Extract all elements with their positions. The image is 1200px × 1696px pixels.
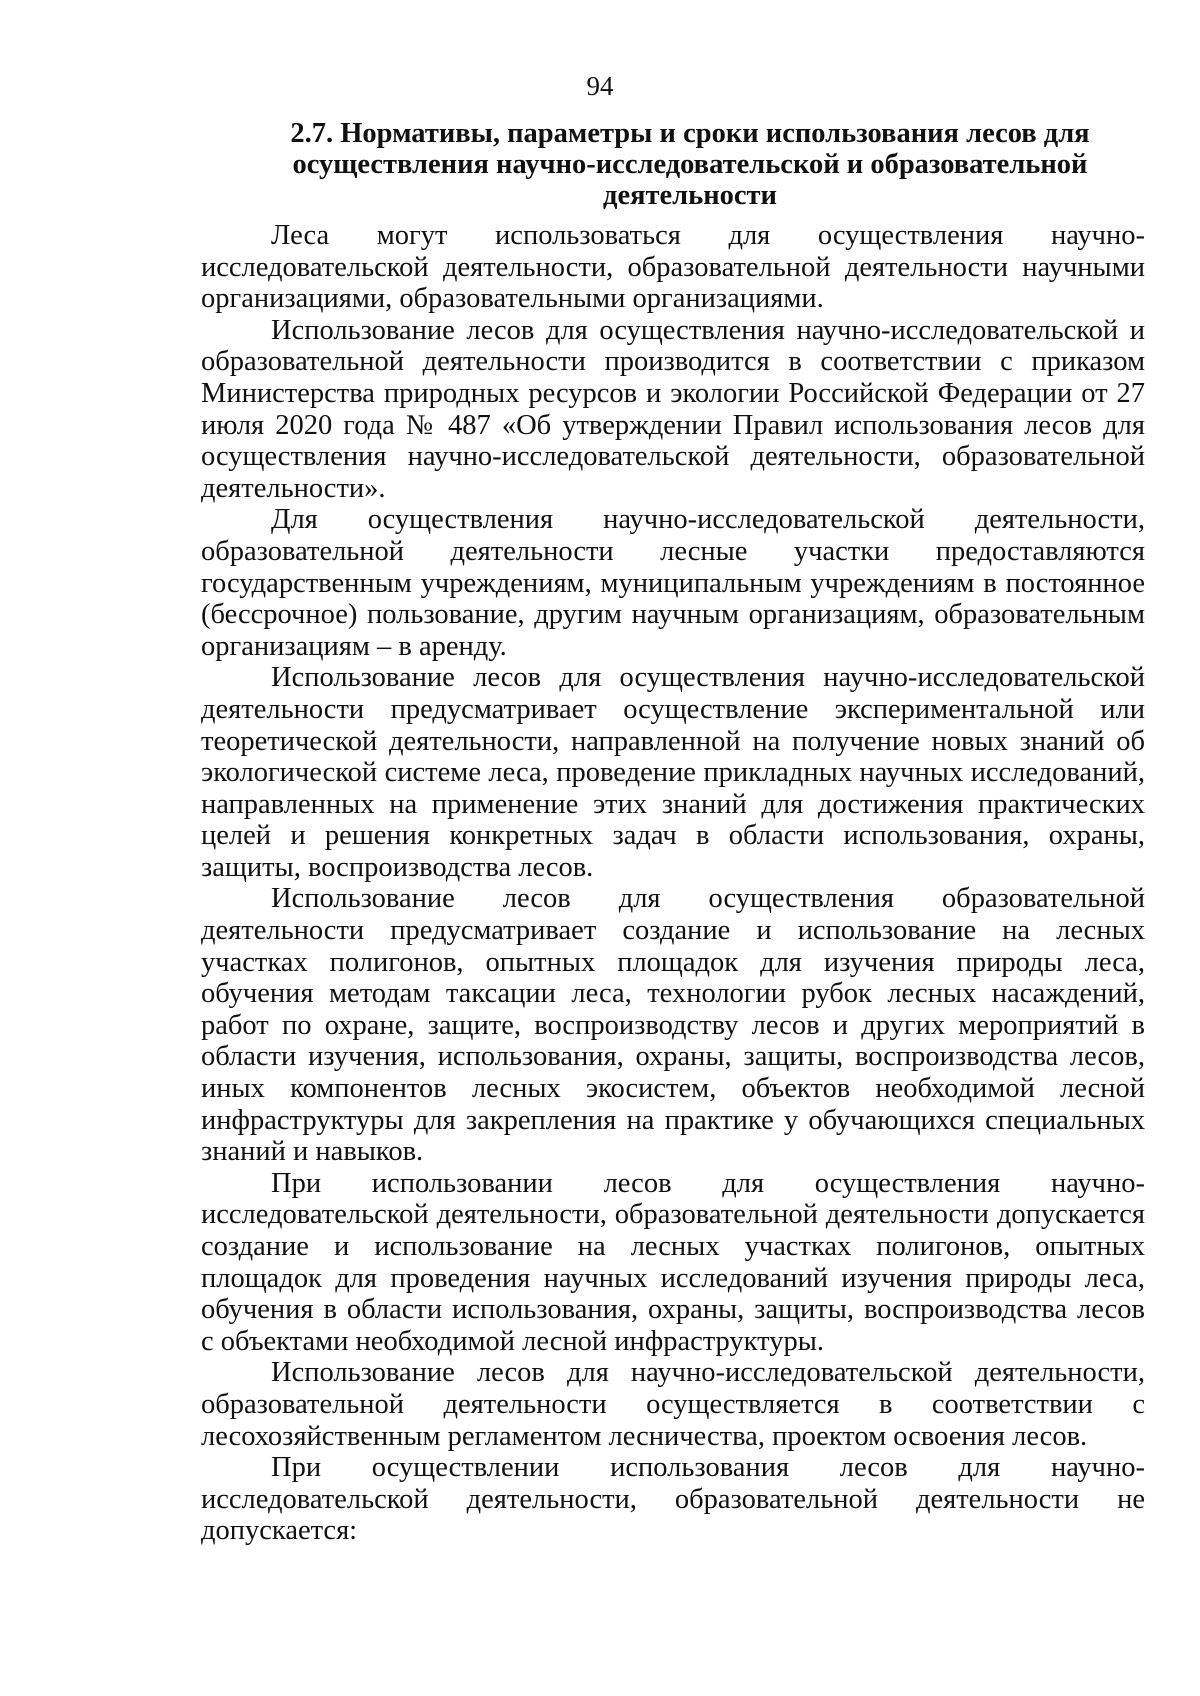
- paragraph: Использование лесов для научно-исследовательской деятельности, образовательной деятельности осуществляется в соответствии с лесохозяйственным регламентом лесничества, проектом освоения лесов.: [201, 1357, 1145, 1452]
- paragraph: При осуществлении использования лесов для научно-исследовательской деятельности, образовательной деятельности не допускается:: [201, 1452, 1145, 1547]
- paragraph: Леса могут использоваться для осуществления научно-исследовательской деятельности, образовательной деятельности научными организациями, образовательными организациями.: [201, 220, 1145, 315]
- document-body: [201, 220, 1145, 1547]
- paragraph: Использование лесов для осуществления научно-исследовательской и образовательной деятельности производится в соответствии с приказом Министерства природных ресурсов и экологии Российской Федерации от 27 июля 2020 года № 487 «Об утверждении Правил использования лесов для осуществления научно-исследовательской деятельности, образовательной деятельности».: [201, 314, 1145, 504]
- paragraph: Для осуществления научно-исследовательской деятельности, образовательной деятельности лесные участки предоставляются государственным учреждениям, муниципальным учреждениям в постоянное (бессрочное) пользование, другим научным организациям, образовательным организациям – в аренду.: [201, 504, 1145, 662]
- paragraph: Использование лесов для осуществления образовательной деятельности предусматривает создание и использование на лесных участках полигонов, опытных площадок для изучения природы леса, обучения методам таксации леса, технологии рубок лесных насаждений, работ по охране, защите, воспроизводству лесов и других мероприятий в области изучения, использования, охраны, защиты, воспроизводства лесов, иных компонентов лесных экосистем, объектов необходимой лесной инфраструктуры для закрепления на практике у обучающихся специальных знаний и навыков.: [201, 883, 1145, 1168]
- paragraph: При использовании лесов для осуществления научно-исследовательской деятельности, образовательной деятельности допускается создание и использование на лесных участках полигонов, опытных площадок для проведения научных исследований изучения природы леса, обучения в области использования, охраны, защиты, воспроизводства лесов с объектами необходимой лесной инфраструктуры.: [201, 1167, 1145, 1357]
- page-number: 94: [586, 71, 614, 101]
- section-heading: 2.7. Нормативы, параметры и сроки использования лесов для осуществления научно-исследовательской и образовательной деятельности: [290, 118, 1090, 211]
- paragraph: Использование лесов для осуществления научно-исследовательской деятельности предусматривает осуществление экспериментальной или теоретической деятельности, направленной на получение новых знаний об экологической системе леса, проведение прикладных научных исследований, направленных на применение этих знаний для достижения практических целей и решения конкретных задач в области использования, охраны, защиты, воспроизводства лесов.: [201, 662, 1145, 883]
